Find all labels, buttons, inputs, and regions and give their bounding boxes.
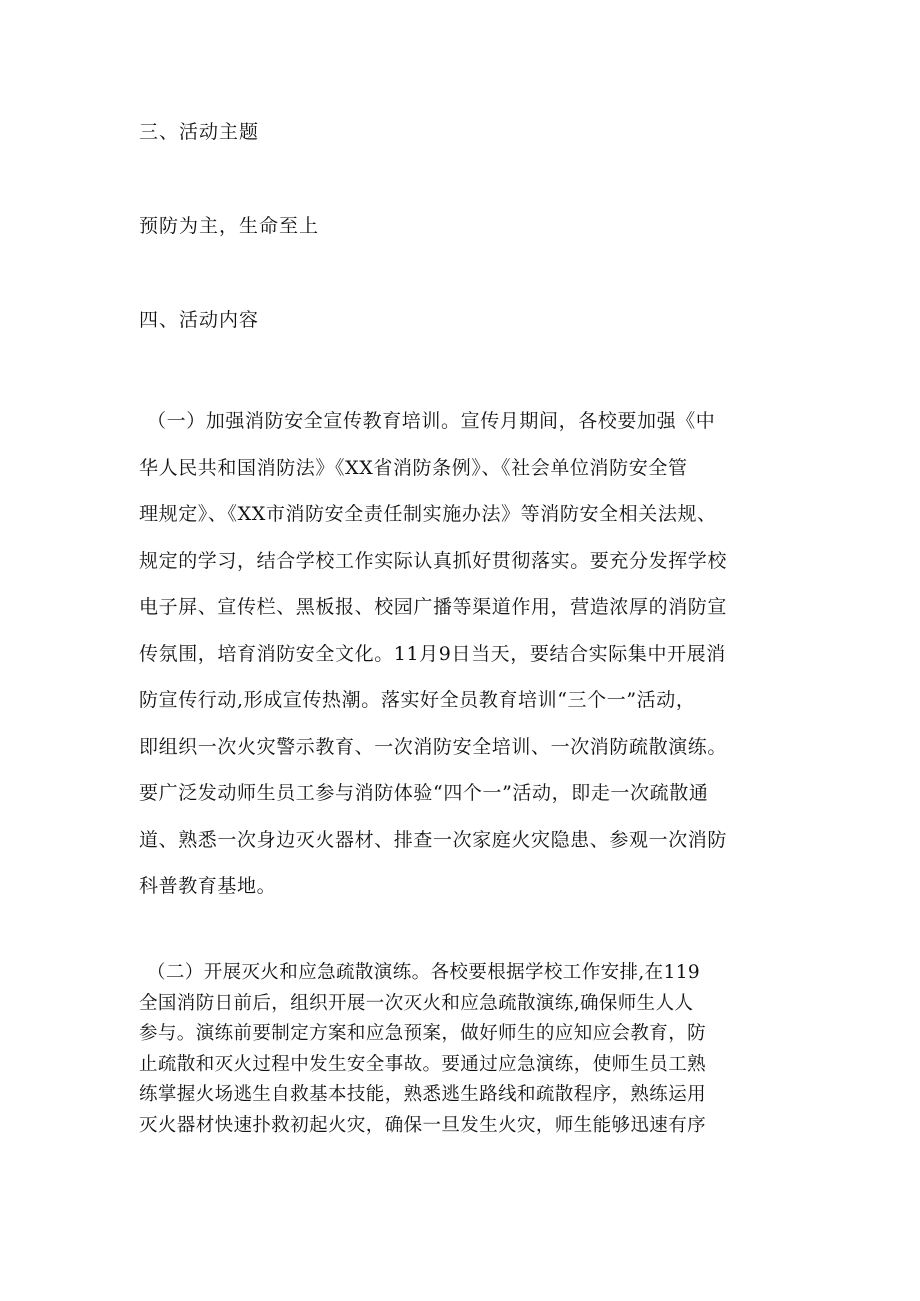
paragraph-line: 理规定》、《XX市消防安全责任制实施办法》等消防安全相关法规、 <box>139 503 717 525</box>
paragraph-line: 即组织一次火灾警示教育、一次消防安全培训、一次消防疏散演练。 <box>139 735 728 758</box>
paragraph-line: 华人民共和国消防法》《XX省消防条例》、《社会单位消防安全管 <box>139 456 688 479</box>
paragraph-line: 电子屏、宣传栏、黑板报、校园广播等渠道作用，营造浓厚的消防宣 <box>139 596 728 618</box>
paragraph-line: 防宣传行动,形成宣传热潮。落实好全员教育培训“三个一”活动， <box>139 689 696 711</box>
paragraph-line: 科普教育基地。 <box>139 875 277 897</box>
paragraph-line: 道、熟悉一次身边灭火器材、排查一次家庭火灾隐患、参观一次消防 <box>139 828 728 851</box>
theme-heading: 三、活动主题 <box>139 121 260 143</box>
paragraph-line: （二）开展灭火和应急疏散演练。各校要根据学校工作安排,在119 <box>147 962 701 983</box>
paragraph-line: 灭火器材快速扑救初起火灾，确保一旦发生火灾，师生能够迅速有序 <box>139 1114 707 1136</box>
paragraph-line: 止疏散和灭火过程中发生安全事故。要通过应急演练，使师生员工熟 <box>139 1053 707 1075</box>
paragraph-line: 参与。演练前要制定方案和应急预案，做好师生的应知应会教育，防 <box>139 1023 707 1044</box>
paragraph-line: 全国消防日前后，组织开展一次灭火和应急疏散演练,确保师生人人 <box>139 992 694 1014</box>
paragraph-line: 传氛围，培育消防安全文化。11月9日当天，要结合实际集中开展消 <box>139 642 726 665</box>
theme-text: 预防为主，生命至上 <box>139 215 320 237</box>
paragraph-line: （一）加强消防安全宣传教育培训。宣传月期间，各校要加强《中 <box>147 410 716 432</box>
paragraph-line: 练掌握火场逃生自救基本技能，熟悉逃生路线和疏散程序，熟练运用 <box>139 1084 707 1105</box>
paragraph-publicity-training <box>139 398 799 910</box>
paragraph-evacuation-drill <box>139 958 799 1141</box>
paragraph-line: 规定的学习，结合学校工作实际认真抓好贯彻落实。要充分发挥学校 <box>139 549 728 572</box>
paragraph-line: 要广泛发动师生员工参与消防体验“四个一”活动，即走一次疏散通 <box>139 782 709 804</box>
content-heading: 四、活动内容 <box>139 309 260 331</box>
